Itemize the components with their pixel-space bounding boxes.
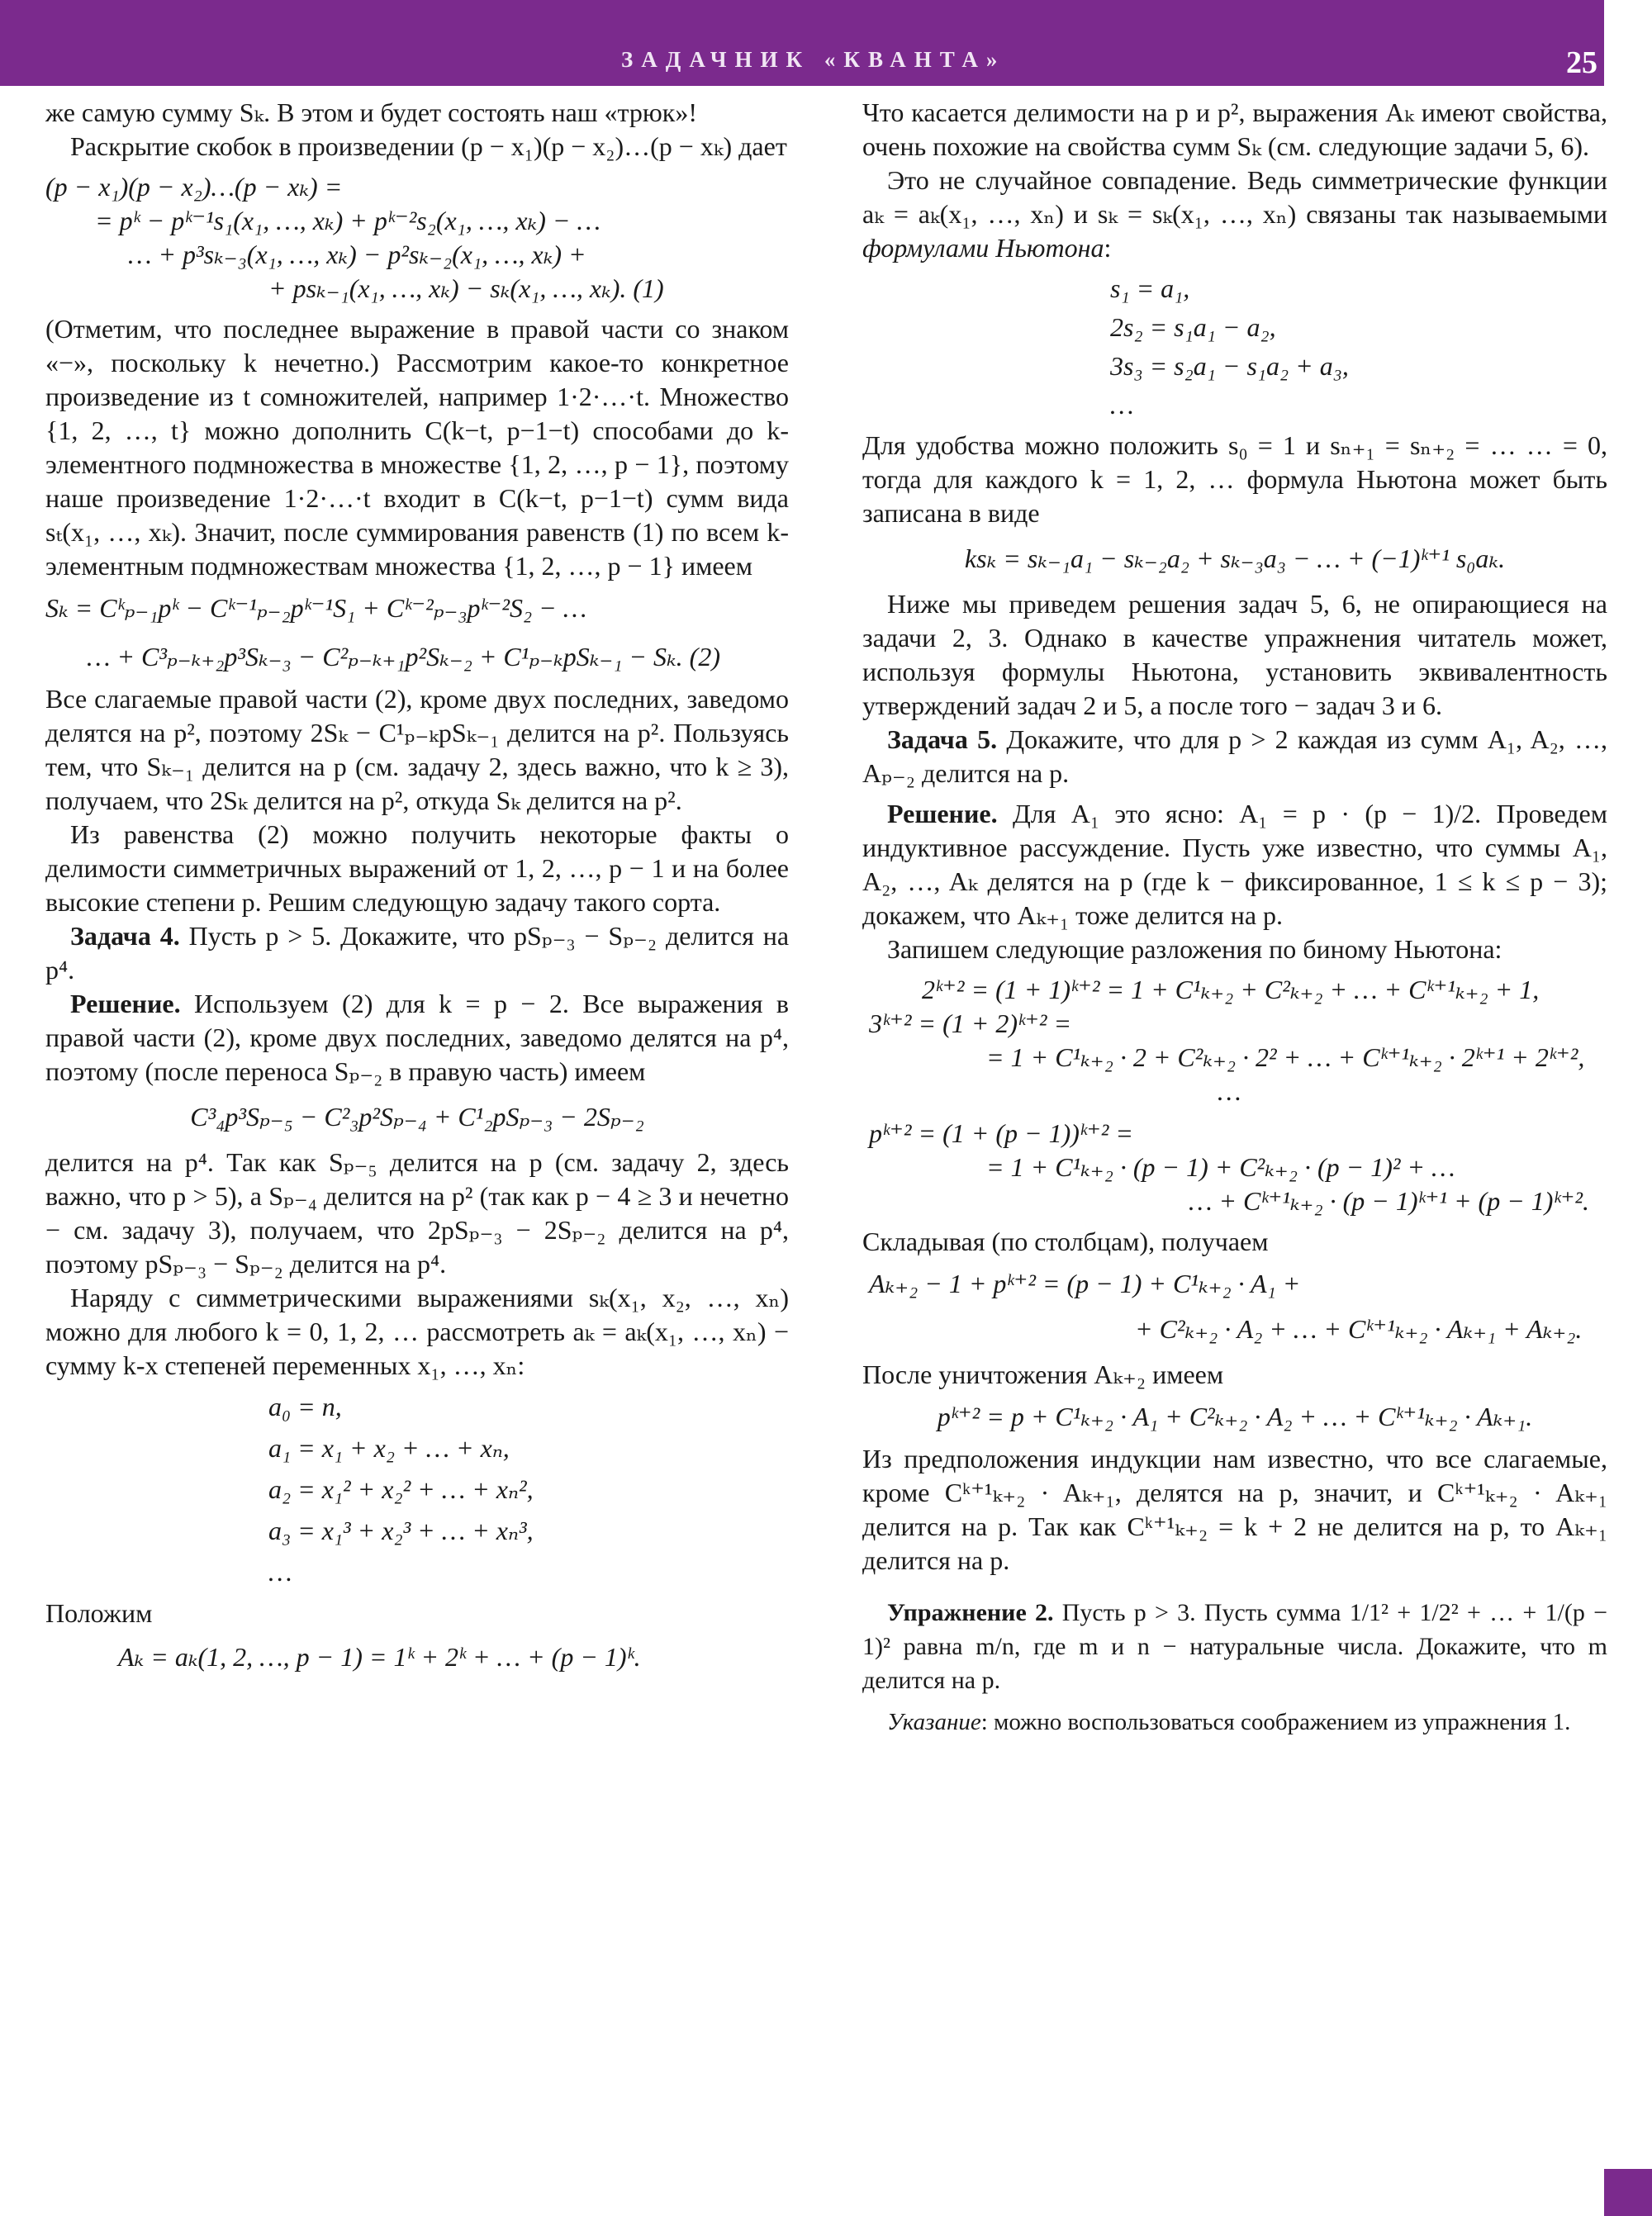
paragraph: Из предположения индукции нам известно, что все слагаемые, кроме Cᵏ⁺¹ₖ₊₂ · Aₖ₊₁, делятся на p, значит, и Cᵏ⁺¹ₖ₊₂ · Aₖ₊₁ делится на p. Так как Cᵏ⁺¹ₖ₊₂ = k + 2 не делится на p, то Aₖ₊₁ делится на p. bbox=[862, 1444, 1607, 1575]
solution-4-label: Решение. bbox=[70, 989, 181, 1018]
binomial-expansions: 2ᵏ⁺² = (1 + 1)ᵏ⁺² = 1 + C¹ₖ₊₂ + C²ₖ₊₂ + … + Cᵏ⁺¹ₖ₊₂ + 1, 3ᵏ⁺² = (1 + 2)ᵏ⁺² = = 1 + C¹ₖ₊₂ · 2 + C²ₖ₊₂ · 2² + … + Cᵏ⁺¹ₖ₊₂ · 2ᵏ⁺¹ + 2ᵏ⁺², … pᵏ⁺² = (1 + (p − 1))ᵏ⁺² = = 1 + C¹ₖ₊₂ · (p − 1) + C²ₖ₊₂ · (p − 1)² + … … + Cᵏ⁺¹ₖ₊₂ · (p − 1)ᵏ⁺¹ + (p − 1)ᵏ⁺². bbox=[869, 975, 1589, 1216]
sum-formula: Aₖ₊₂ − 1 + pᵏ⁺² = (p − 1) + C¹ₖ₊₂ · A₁ + + C²ₖ₊₂ · A₂ + … + Cᵏ⁺¹ₖ₊₂ · Aₖ₊₁ + Aₖ₊₂. bbox=[869, 1269, 1583, 1344]
left-column bbox=[45, 96, 789, 1681]
paragraph: Раскрытие скобок в произведении (p − x₁)(p − x₂)…(p − xₖ) дает bbox=[70, 131, 787, 161]
page-number: 25 bbox=[1566, 45, 1597, 80]
paragraph: Положим bbox=[45, 1598, 153, 1628]
italic-term: формулами Ньютона bbox=[862, 233, 1104, 263]
paragraph: делится на p⁴. Так как Sₚ₋₅ делится на p (см. задачу 2, здесь важно, что p > 5), а Sₚ₋₄ делится на p² (так как p − 4 ≥ 3 и нечетно − см. задачу 3), получаем, что 2pSₚ₋₃ − 2Sₚ₋₂ делится на p⁴, поэтому pSₚ₋₃ − Sₚ₋₂ делится на p⁴. bbox=[45, 1147, 789, 1279]
paragraph: Складывая (по столбцам), получаем bbox=[862, 1227, 1269, 1256]
paragraph: Все слагаемые правой части (2), кроме двух последних, заведомо делятся на p², поэтому 2Sₖ − C¹ₚ₋ₖpSₖ₋₁ делится на p². Пользуясь тем, что Sₖ₋₁ делится на p (см. задачу 2, здесь важно, что k ≥ 3), получаем, что 2Sₖ делится на p², откуда Sₖ делится на p². bbox=[45, 684, 789, 815]
solution-5-label: Решение. bbox=[887, 799, 998, 828]
paragraph: Это не случайное совпадение. Ведь симметрические функции aₖ = aₖ(x₁, …, xₙ) и sₖ = sₖ(x₁, …, xₙ) связаны так называемыми формулами Ньютона: bbox=[862, 165, 1607, 263]
paragraph: Наряду с симметрическими выражениями sₖ(x₁, x₂, …, xₙ) можно для любого k = 0, 1, 2, … рассмотреть aₖ = aₖ(x₁, …, xₙ) − сумму k-х степеней переменных x₁, …, xₙ: bbox=[45, 1283, 789, 1380]
corner-marker bbox=[1604, 2169, 1652, 2216]
page-header bbox=[0, 0, 1604, 86]
paragraph: (Отметим, что последнее выражение в правой части со знаком «−», поскольку k нечетно.) Рассмотрим какое-то конкретное произведение из t сомножителей, например 1·2·…·t. Множество {1, 2, …, t} можно дополнить C(k−t, p−1−t) способами до k-элементного подмножества в множестве {1, 2, …, p − 1}, поэтому наше произведение 1·2·…·t входит в C(k−t, p−1−t) сумм вида sₜ(x₁, …, xₖ). Значит, после суммирования равенств (1) по всем k-элементным подмножествам множества {1, 2, …, p − 1} имеем bbox=[45, 314, 789, 581]
paragraph: же самую сумму Sₖ. В этом и будет состоять наш «трюк»! bbox=[45, 97, 697, 127]
hint: Указание: можно воспользоваться соображением из упражнения 1. bbox=[887, 1709, 1571, 1735]
paragraph: Для удобства можно положить s₀ = 1 и sₙ₊₁ = sₙ₊₂ = … … = 0, тогда для каждого k = 1, 2, … формула Ньютона может быть записана в виде bbox=[862, 430, 1607, 528]
journal-section-title: ЗАДАЧНИК «КВАНТА» bbox=[621, 47, 1006, 72]
paragraph: После уничтожения Aₖ₊₂ имеем bbox=[862, 1359, 1224, 1389]
paragraph: Запишем следующие разложения по биному Ньютона: bbox=[887, 934, 1502, 964]
paragraph: Ниже мы приведем решения задач 5, 6, не опирающиеся на задачи 2, 3. Однако в качестве упражнения читатель может, используя формулы Ньютона, установить эквивалентность утверждений задач 2 и 5, а после того − задач 3 и 6. bbox=[862, 589, 1607, 720]
formula-5: Aₖ = aₖ(1, 2, …, p − 1) = 1ᵏ + 2ᵏ + … + (p − 1)ᵏ. bbox=[118, 1642, 641, 1672]
right-column bbox=[862, 96, 1607, 1739]
formula-4: a₀ = n, a₁ = x₁ + x₂ + … + xₙ, a₂ = x₁² + x₂² + … + xₙ², a₃ = x₁³ + x₂³ + … + xₙ³, … bbox=[268, 1392, 534, 1587]
hint-label: Указание bbox=[887, 1709, 981, 1735]
exercise-2: Упражнение 2. Пусть p > 3. Пусть сумма 1/1² + 1/2² + … + 1/(p − 1)² равна m/n, где m и n − натуральные числа. Докажите, что m делится на p. bbox=[862, 1599, 1607, 1694]
solution-5: Решение. Для A₁ это ясно: A₁ = p · (p − 1)/2. Проведем индуктивное рассуждение. Пусть уже известно, что суммы A₁, A₂, …, Aₖ делятся на p (где k − фиксированное, 1 ≤ k ≤ p − 3); докажем, что Aₖ₊₁ тоже делится на p. bbox=[862, 799, 1608, 930]
newton-general-formula: ksₖ = sₖ₋₁a₁ − sₖ₋₂a₂ + sₖ₋₃a₃ − … + (−1)ᵏ⁺¹ s₀aₖ. bbox=[964, 543, 1506, 573]
task-5: Задача 5. Докажите, что для p > 2 каждая из сумм A₁, A₂, …, Aₚ₋₂ делится на p. bbox=[862, 724, 1608, 788]
paragraph: Из равенства (2) можно получить некоторые факты о делимости симметричных выражений от 1, 2, …, p − 1 и на более высокие степени p. Решим следующую задачу такого сорта. bbox=[45, 819, 790, 917]
exercise-2-label: Упражнение 2. bbox=[887, 1599, 1054, 1626]
solution-4: Решение. Используем (2) для k = p − 2. Все выражения в правой части (2), кроме двух последних, заведомо делятся на p⁴, поэтому (после переноса Sₚ₋₂ в правую часть) имеем bbox=[45, 989, 790, 1086]
task-4: Задача 4. Пусть p > 5. Докажите, что pSₚ₋₃ − Sₚ₋₂ делится на p⁴. bbox=[45, 921, 790, 985]
task-5-label: Задача 5. bbox=[887, 724, 998, 754]
newton-formulas: s₁ = a₁, 2s₂ = s₁a₁ − a₂, 3s₃ = s₂a₁ − s₁a₂ + a₃, … bbox=[1110, 273, 1349, 420]
reduced-formula: pᵏ⁺² = p + C¹ₖ₊₂ · A₁ + C²ₖ₊₂ · A₂ + … + Cᵏ⁺¹ₖ₊₂ · Aₖ₊₁. bbox=[937, 1402, 1533, 1431]
formula-2: Sₖ = Cᵏₚ₋₁pᵏ − Cᵏ⁻¹ₚ₋₂pᵏ⁻¹S₁ + Cᵏ⁻²ₚ₋₃pᵏ⁻²S₂ − … … + C³ₚ₋ₖ₊₂p³Sₖ₋₃ − C²ₚ₋ₖ₊₁p²Sₖ₋₂ + C¹ₚ₋ₖpSₖ₋₁ − Sₖ. (2) bbox=[45, 593, 720, 671]
formula-3: C³₄p³Sₚ₋₅ − C²₃p²Sₚ₋₄ + C¹₂pSₚ₋₃ − 2Sₚ₋₂ bbox=[190, 1102, 644, 1132]
task-4-label: Задача 4. bbox=[70, 921, 180, 951]
formula-1: (p − x₁)(p − x₂)…(p − xₖ) = = pᵏ − pᵏ⁻¹s₁(x₁, …, xₖ) + pᵏ⁻²s₂(x₁, …, xₖ) − … … + p³sₖ₋₃(x₁, …, xₖ) − p²sₖ₋₂(x₁, …, xₖ) + + psₖ₋₁(x₁, …, xₖ) − sₖ(x₁, …, xₖ). (1) bbox=[45, 172, 664, 303]
paragraph: Что касается делимости на p и p², выражения Aₖ имеют свойства, очень похожие на свойства сумм Sₖ (см. следующие задачи 5, 6). bbox=[862, 97, 1607, 161]
